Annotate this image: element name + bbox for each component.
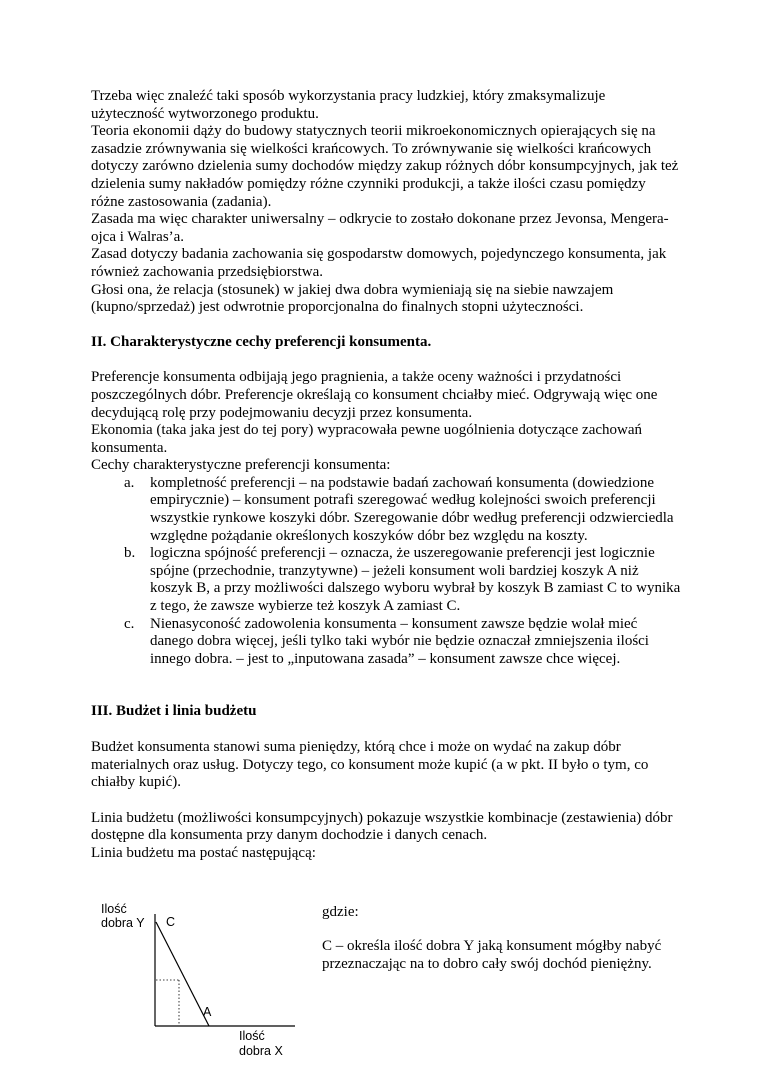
intro-paragraph-1: Trzeba więc znaleźć taki sposób wykorzystania pracy ludzkiej, który zmaksymalizuje użyteczność wytworzonego produktu. [91,88,606,122]
list-marker: a. [124,474,135,491]
intro-paragraph-2: Teoria ekonomii dąży do budowy statycznych teorii mikroekonomicznych opierających się na zasadzie zrównywania się wielkości krańcowych. To zrównywanie się wielkości krańcowych dotyczy zarówno dzielenia sumy dochodów między zakup różnych dóbr konsumpcyjnych, jak też dzielenia sumy nakładów pomiędzy różne czynniki produkcji, a także ilości czasu pomiędzy różne zastosowania (zadania). [91,123,679,210]
x-axis-label-line-1: Ilość [239,1029,265,1043]
list-item [91,545,681,615]
intro-paragraph-3: Zasada ma więc charakter uniwersalny – odkrycie to zostało dokonane przez Jevonsa, Mengera-ojca i Walras’a. [91,211,669,245]
list-item [91,475,681,545]
point-a-label: A [203,1005,212,1019]
intro-paragraph-5: Głosi ona, że relacja (stosunek) w jakiej dwa dobra wymieniają się na siebie nawzajem (kupno/sprzedaż) jest odwrotnie proporcjonalna do finalnych stopni użyteczności. [91,281,614,316]
list-item-text: Nienasyconość zadowolenia konsumenta – konsument zawsze będzie wolał mieć danego dobra więcej, jeśli tylko taki wybór nie będzie oznaczał zmniejszenia ilości innego dobra. – jest to „inputowana zasada” – konsument zawsze chce więcej. [150,615,649,667]
where-label: gdzie: [322,904,359,920]
section-3-paragraph-2: Linia budżetu (możliwości konsumpcyjnych) pokazuje wszystkie kombinacje (zestawienia) dóbr dostępne dla konsumenta przy danym dochodzie i danych cenach. [91,809,673,844]
list-marker: b. [124,545,136,562]
y-axis-label-line-2: dobra Y [101,916,145,930]
section-3-paragraph-1: Budżet konsumenta stanowi suma pieniędzy, którą chce i może on wydać na zakup dóbr materialnych oraz usług. Dotyczy tego, co konsument może kupić (a w pkt. II było o tym, co chiałby kupić). [91,739,649,791]
point-c-label: C [166,915,176,929]
section-3-heading: III. Budżet i linia budżetu [91,703,257,720]
section-2-paragraph-1: Preferencje konsumenta odbijają jego pragnienia, a także oceny ważności i przydatności poszczególnych dóbr. Preferencje określają co konsument chciałby mieć. Odgrywają więc one decydującą rolę przy podejmowaniu decyzji przez konsumenta. [91,369,658,421]
list-marker: c. [124,615,135,632]
list-item-text: kompletność preferencji – na podstawie badań zachowań konsumenta (dowiedzione empirycznie) – konsument potrafi szeregować według kolejności swoich preferencji wszystkie rynkowe koszyki dóbr. Szeregowanie dóbr według preferencji odzwierciedla względne pożądanie określonych koszyków dóbr bez względu na koszty. [150,474,674,544]
x-axis-label-line-2: dobra X [239,1044,283,1058]
budget-line [156,922,212,1026]
point-c-description: C – określa ilość dobra Y jaką konsument mógłby nabyć przeznaczając na to dobro cały swój dochód pieniężny. [322,938,662,972]
list-item-text: logiczna spójność preferencji – oznacza, że uszeregowanie preferencji jest logicznie spójne (przechodnie, tranzytywne) – jeżeli konsument woli bardziej koszyk A niż koszyk B, a przy możliwości dalszego wyboru wybrał by koszyk B zamiast C to wynika z tego, że zawsze wybierze też koszyk A zamiast C. [150,545,681,615]
section-3-paragraph-3: Linia budżetu ma postać następującą: [91,844,316,861]
intro-paragraph-4: Zasad dotyczy badania zachowania się gospodarstw domowych, pojedynczego konsumenta, jak również zachowania przedsiębiorstwa. [91,246,667,280]
section-2-heading: II. Charakterystyczne cechy preferencji konsumenta. [91,333,432,350]
budget-line-figure [95,900,695,1070]
preference-features-list [91,475,681,669]
y-axis-label-line-1: Ilość [101,902,127,916]
section-2-paragraph-3: Cechy charakterystyczne preferencji konsumenta: [91,457,391,474]
list-item [91,616,681,669]
section-2-paragraph-2: Ekonomia (taka jaka jest do tej pory) wypracowała pewne uogólnienia dotyczące zachowań konsumenta. [91,422,643,456]
document-body [91,88,681,863]
